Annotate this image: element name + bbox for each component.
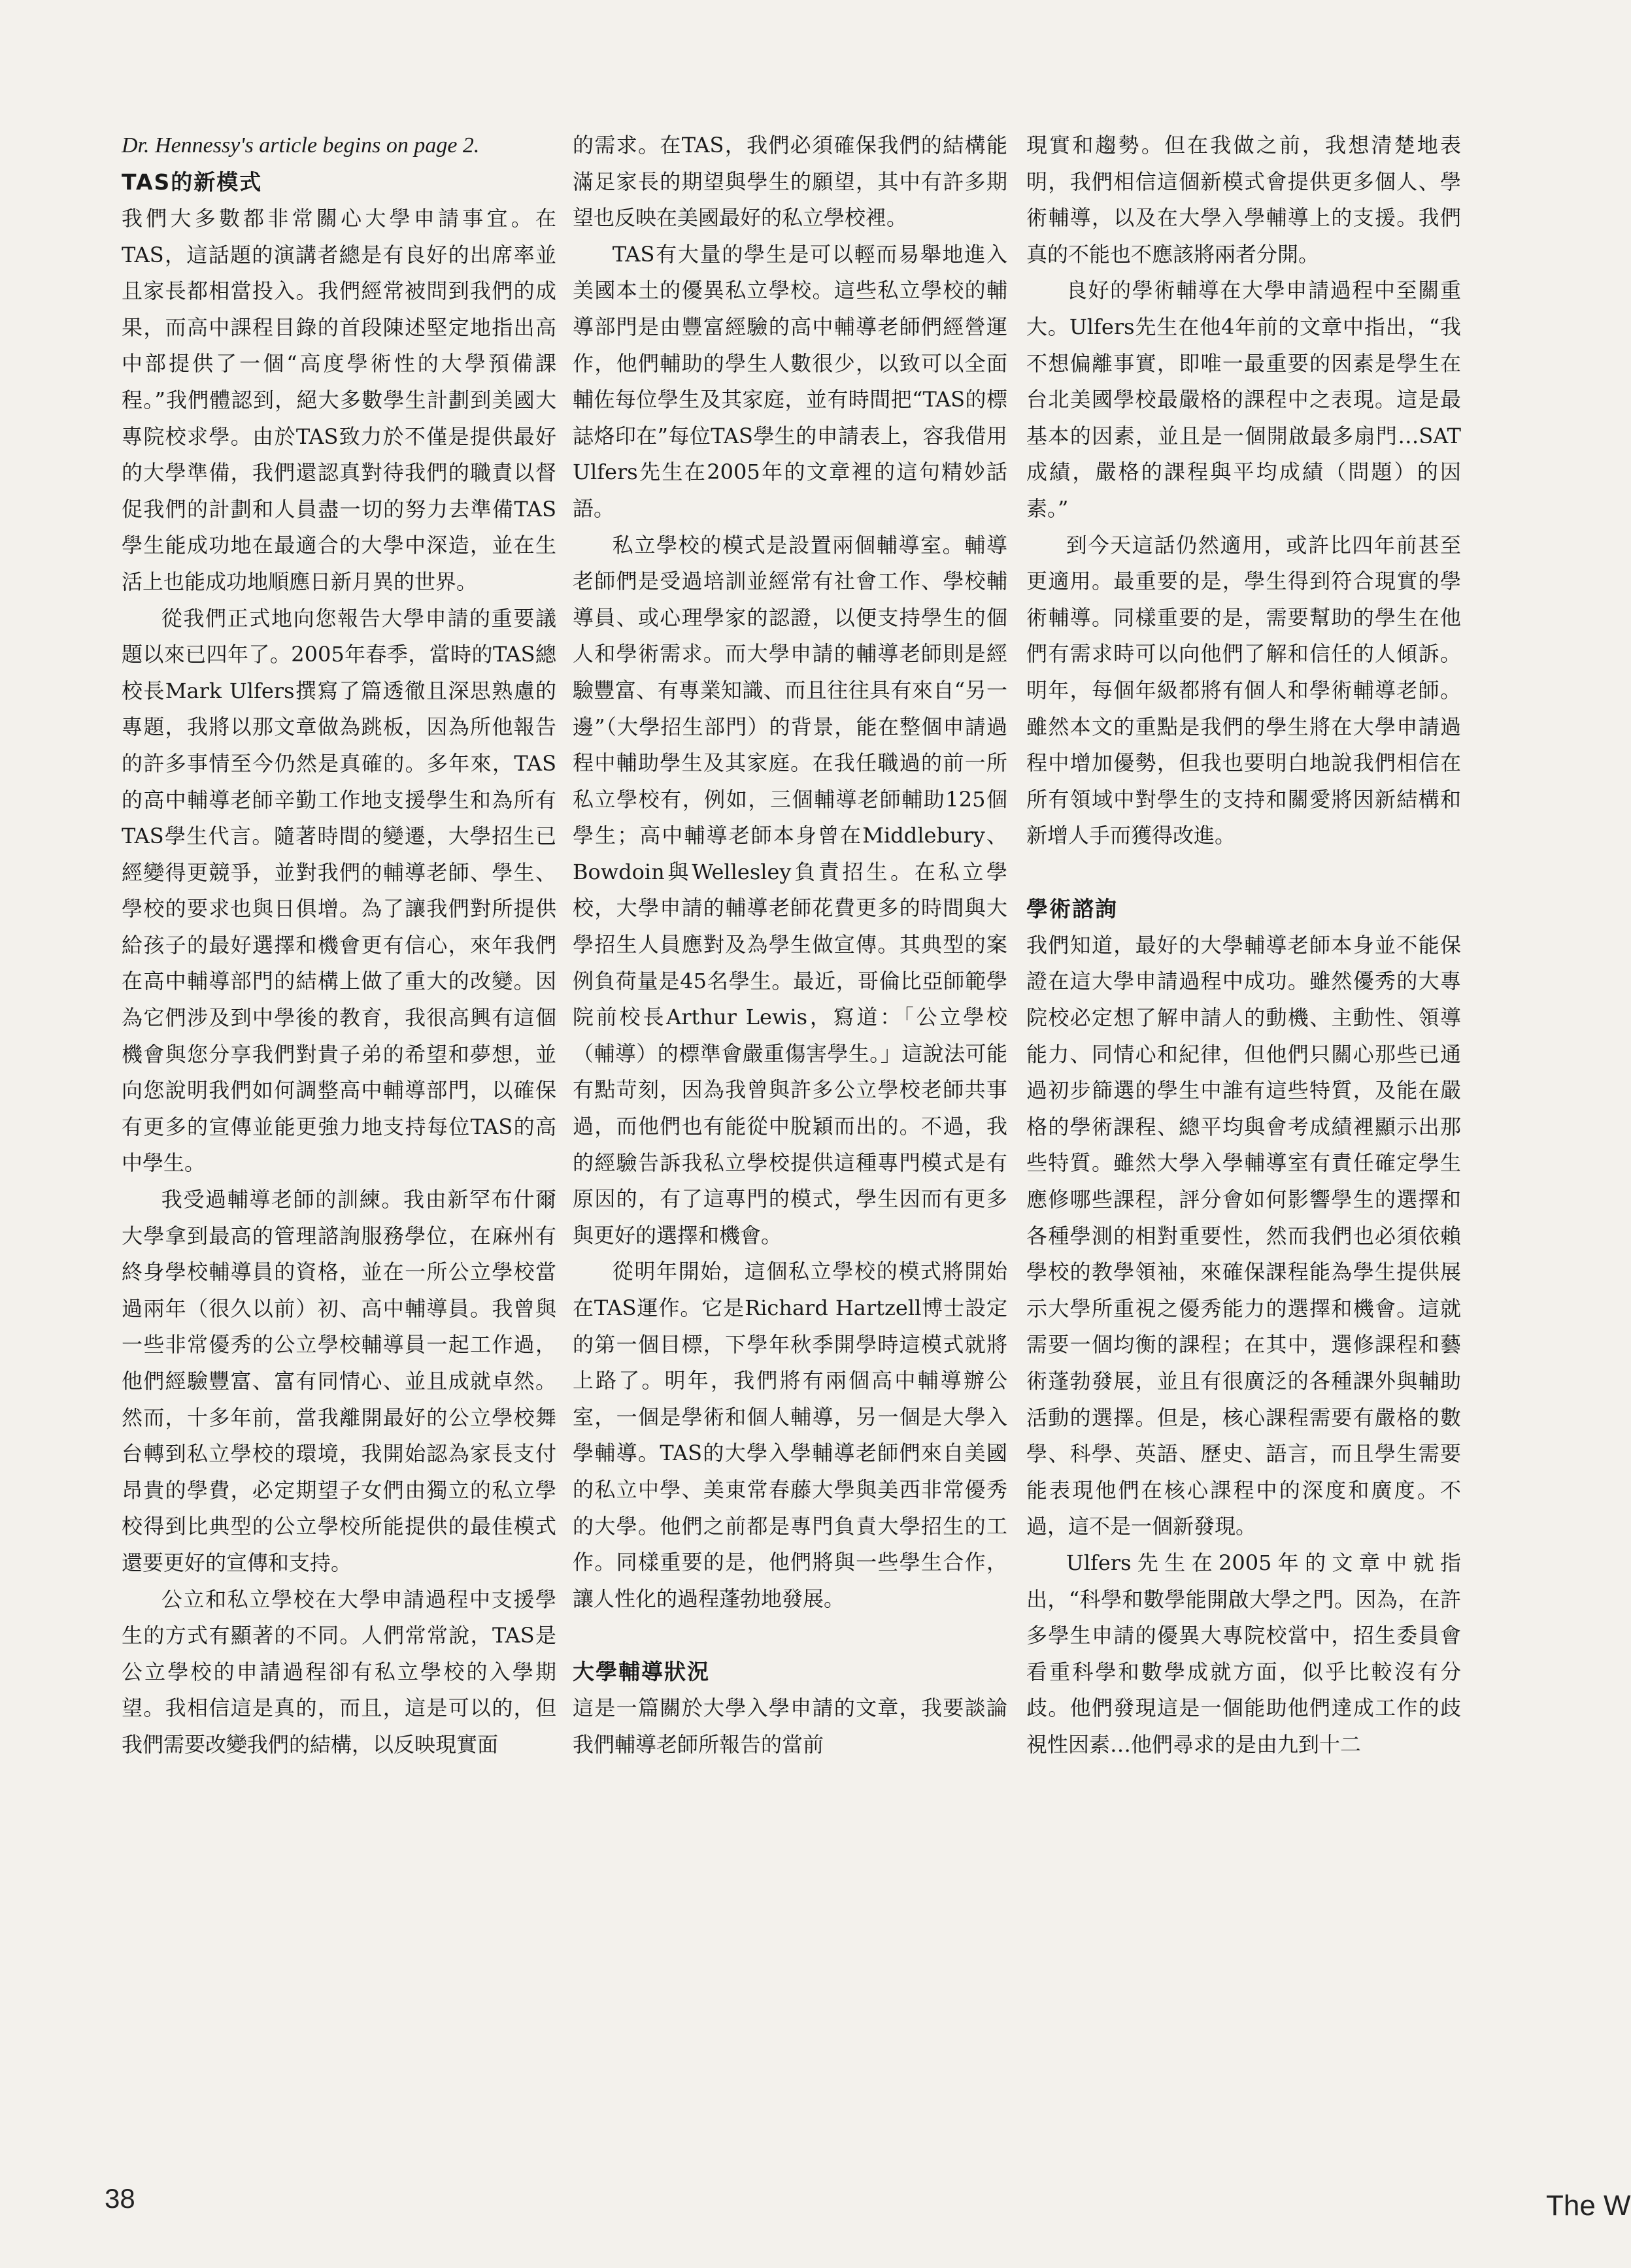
paragraph: 現實和趨勢。但在我做之前，我想清楚地表明，我們相信這個新模式會提供更多個人、學術輔導，以及在大學入學輔導上的支援。我們真的不能也不應該將兩者分開。 bbox=[1026, 133, 1461, 267]
paragraph: 我們大多數都非常關心大學申請事宜。在TAS，這話題的演講者總是有良好的出席率並且家長都相當投入。我們經常被問到我們的成果，而高中課程目錄的首段陳述堅定地指出高中部提供了一個“高度學術性的大學預備課程。”我們體認到，絕大多數學生計劃到美國大專院校求學。由於TAS致力於不僅是提供最好的大學準備，我們還認真對待我們的職責以督促我們的計劃和人員盡一切的努力去準備TAS學生能成功地在最適合的大學中深造，並在生活上也能成功地順應日新月異的世界。 bbox=[122, 206, 556, 594]
section-heading-academic-advising: 學術諮詢 bbox=[1026, 895, 1118, 922]
paragraph: 良好的學術輔導在大學申請過程中至關重大。Ulfers先生在他4年前的文章中指出，“我不想偏離事實，即唯一最重要的因素是學生在台北美國學校最嚴格的課程中之表現。這是最基本的因素，並且是一個開啟最多扇門…SAT成績，嚴格的課程與平均成績（問題）的因素。” bbox=[1026, 278, 1461, 521]
paragraph: 我受過輔導老師的訓練。我由新罕布什爾大學拿到最高的管理諮詢服務學位，在麻州有終身學校輔導員的資格，並在一所公立學校當過兩年（很久以前）初、高中輔導員。我曾與一些非常優秀的公立學校輔導員一起工作過，他們經驗豐富、富有同情心、並且成就卓然。然而，十多年前，當我離開最好的公立學校舞台轉到私立學校的環境，我開始認為家長支付昂貴的學費，必定期望子女們由獨立的私立學校得到比典型的公立學校所能提供的最佳模式還要更好的宣傳和支持。 bbox=[122, 1187, 556, 1575]
paragraph: 的需求。在TAS，我們必須確保我們的結構能滿足家長的期望與學生的願望，其中有許多期望也反映在美國最好的私立學校裡。 bbox=[573, 133, 1007, 231]
paragraph: 我們知道，最好的大學輔導老師本身並不能保證在這大學申請過程中成功。雖然優秀的大專院校必定想了解申請人的動機、主動性、領導能力、同情心和紀律，但他們只關心那些已通過初步篩選的學生中誰有這些特質，及能在嚴格的學術課程、總平均與會考成績裡顯示出那些特質。雖然大學入學輔導室有責任確定學生應修哪些課程，評分會如何影響學生的選擇和各種學測的相對重要性，然而我們也必須依賴學校的教學領袖，來確保課程能為學生提供展示大學所重視之優秀能力的選擇和機會。這就需要一個均衡的課程；在其中，選修課程和藝術蓬勃發展，並且有很廣泛的各種課外與輔助活動的選擇。但是，核心課程需要有嚴格的數學、科學、英語、歷史、語言，而且學生需要能表現他們在核心課程中的深度和廣度。不過，這不是一個新發現。 bbox=[1026, 932, 1461, 1539]
paragraph: Ulfers先生在2005年的文章中就指出，“科學和數學能開啟大學之門。因為，在許多學生申請的優異大專院校當中，招生委員會看重科學和數學成就方面，似乎比較沒有分歧。他們發現這是一個能助他們達成工作的歧視性因素…他們尋求的是由九到十二 bbox=[1026, 1550, 1461, 1757]
paragraph: 這是一篇關於大學入學申請的文章，我要談論我們輔導老師所報告的當前 bbox=[573, 1695, 1007, 1757]
column-1 bbox=[122, 127, 556, 1763]
paragraph: 公立和私立學校在大學申請過程中支援學生的方式有顯著的不同。人們常常說，TAS是公立學校的申請過程卻有私立學校的入學期望。我相信這是真的，而且，這是可以的，但我們需要改變我們的結構，以反映現實面 bbox=[122, 1586, 556, 1757]
page-number: 38 bbox=[105, 2183, 135, 2214]
section-heading-college-counseling: 大學輔導狀況 bbox=[573, 1659, 710, 1685]
intro-note: Dr. Hennessy's article begins on page 2. bbox=[122, 133, 480, 158]
column-2 bbox=[573, 127, 1007, 1763]
paragraph: TAS有大量的學生是可以輕而易舉地進入美國本土的優異私立學校。這些私立學校的輔導部門是由豐富經驗的高中輔導老師們經營運作，他們輔助的學生人數很少，以致可以全面輔佐每位學生及其家庭，並有時間把“TAS的標誌烙印在”每位TAS學生的申請表上，容我借用Ulfers先生在2005年的文章裡的這句精妙話語。 bbox=[573, 241, 1007, 521]
section-heading-new-model: TAS的新模式 bbox=[122, 169, 263, 195]
paragraph: 到今天這話仍然適用，或許比四年前甚至更適用。最重要的是，學生得到符合現實的學術輔導。同樣重要的是，需要幫助的學生在他們有需求時可以向他們了解和信任的人傾訴。明年，每個年級都將有個人和學術輔導老師。雖然本文的重點是我們的學生將在大學申請過程中增加優勢，但我也要明白地說我們相信在所有領域中對學生的支持和關愛將因新結構和新增人手而獲得改進。 bbox=[1026, 532, 1461, 848]
paragraph: 從我們正式地向您報告大學申請的重要議題以來已四年了。2005年春季，當時的TAS總校長Mark Ulfers撰寫了篇透徹且深思熟慮的專題，我將以那文章做為跳板，因為所他報告的許多事情至今仍然是真確的。多年來，TAS的高中輔導老師辛勤工作地支援學生和為所有TAS學生代言。隨著時間的變遷，大學招生已經變得更競爭，並對我們的輔導老師、學生、學校的要求也與日俱增。為了讓我們對所提供給孩子的最好選擇和機會更有信心，來年我們在高中輔導部門的結構上做了重大的改變。因為它們涉及到中學後的教育，我很高興有這個機會與您分享我們對貴子弟的希望和夢想，並向您說明我們如何調整高中輔導部門，以確保有更多的宣傳並能更強力地支持每位TAS的高中學生。 bbox=[122, 605, 556, 1176]
paragraph: 從明年開始，這個私立學校的模式將開始在TAS運作。它是Richard Hartzell博士設定的第一個目標，下學年秋季開學時這模式就將上路了。明年，我們將有兩個高中輔導辦公室，一個是學術和個人輔導，另一個是大學入學輔導。TAS的大學入學輔導老師們來自美國的私立中學、美東常春藤大學與美西非常優秀的大學。他們之前都是專門負責大學招生的工作。同樣重要的是，他們將與一些學生合作，讓人性化的過程蓬勃地發展。 bbox=[573, 1259, 1007, 1611]
paragraph: 私立學校的模式是設置兩個輔導室。輔導老師們是受過培訓並經常有社會工作、學校輔導員、或心理學家的認證，以便支持學生的個人和學術需求。而大學申請的輔導老師則是經驗豐富、有專業知識、而且往往具有來自“另一邊”（大學招生部門）的背景，能在整個申請過程中輔助學生及其家庭。在我任職過的前一所私立學校有，例如，三個輔導老師輔助125個學生；高中輔導老師本身曾在Middlebury、 Bowdoin與Wellesley負責招生。在私立學校，大學申請的輔導老師花費更多的時間與大學招生人員應對及為學生做宣傳。其典型的案例負荷量是45名學生。最近，哥倫比亞師範學院前校長Arthur Lewis，寫道：「公立學校（輔導）的標準會嚴重傷害學生。」這說法可能有點苛刻，因為我曾與許多公立學校老師共事過，而他們也有能從中脫穎而出的。不過，我的經驗告訴我私立學校提供這種專門模式是有原因的，有了這專門的模式，學生因而有更多與更好的選擇和機會。 bbox=[573, 532, 1007, 1248]
footer-title: The W bbox=[1546, 2190, 1631, 2222]
column-3 bbox=[1026, 127, 1461, 1763]
